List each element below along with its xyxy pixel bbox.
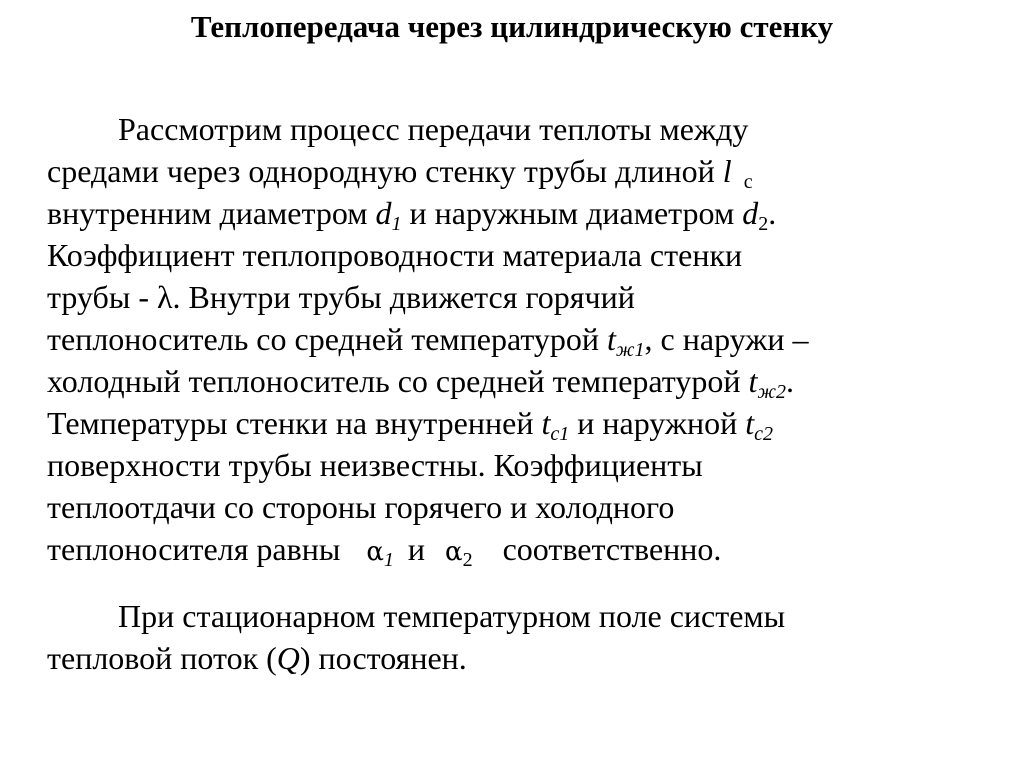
text-line: поверхности трубы неизвестны. Коэффициенты <box>47 447 703 483</box>
subscript: ж2 <box>757 381 786 403</box>
symbol-lambda: λ <box>156 279 173 315</box>
text-line: теплоносителя равны $\alpha_1$ и $\alpha_2$ соответственно. <box>47 531 722 571</box>
symbol-alpha: α <box>445 537 463 567</box>
text-line: внутренним диаметром $d_1$ и наружным диаметром $d_2$. <box>47 195 777 235</box>
paragraph-2 <box>47 595 785 679</box>
symbol-diameter-inner: d <box>375 195 392 231</box>
subscript: с <box>743 171 753 193</box>
symbol-alpha: α <box>366 537 384 567</box>
symbol-temperature: t <box>745 405 755 441</box>
text-line: Коэффициент теплопроводности материала стенки <box>47 237 743 273</box>
symbol-diameter-outer: d <box>742 195 759 231</box>
text-line: При стационарном температурном поле системы <box>118 598 786 634</box>
text-line: холодный теплоноситель со средней температурой $t_{ж2}$. <box>47 363 794 403</box>
subscript: 2 <box>758 213 769 235</box>
symbol-temperature: t <box>748 363 758 399</box>
text-line: средами через однородную стенку трубы длиной l $_с$ <box>47 153 753 193</box>
text-line: тепловой поток (Q) постоянен. <box>47 640 467 676</box>
subscript: ж1 <box>615 339 645 361</box>
symbol-length: l <box>722 153 732 189</box>
paragraph-1 <box>47 108 808 570</box>
text-line: теплоноситель со средней температурой $t_{ж1}$, с наружи – <box>47 321 809 361</box>
symbol-heat-flow: Q <box>276 640 300 676</box>
subscript: с1 <box>550 423 570 445</box>
symbol-temperature: t <box>607 321 616 357</box>
text-line: трубы - λ. Внутри трубы движется горячий <box>47 279 635 315</box>
text-line: теплоотдачи со стороны горячего и холодного <box>47 489 675 525</box>
subscript: 1 <box>391 213 402 235</box>
symbol-temperature: t <box>541 405 551 441</box>
page-title: Теплопередача через цилиндрическую стенку <box>190 9 834 44</box>
text-line: Рассмотрим процесс передачи теплоты между <box>118 111 749 147</box>
subscript: 1 <box>383 549 394 571</box>
subscript: 2 <box>462 549 473 571</box>
text-line: Температуры стенки на внутренней $t_{с1}$ и наружной $t_{с2}$ <box>47 405 773 445</box>
subscript: с2 <box>754 423 773 445</box>
